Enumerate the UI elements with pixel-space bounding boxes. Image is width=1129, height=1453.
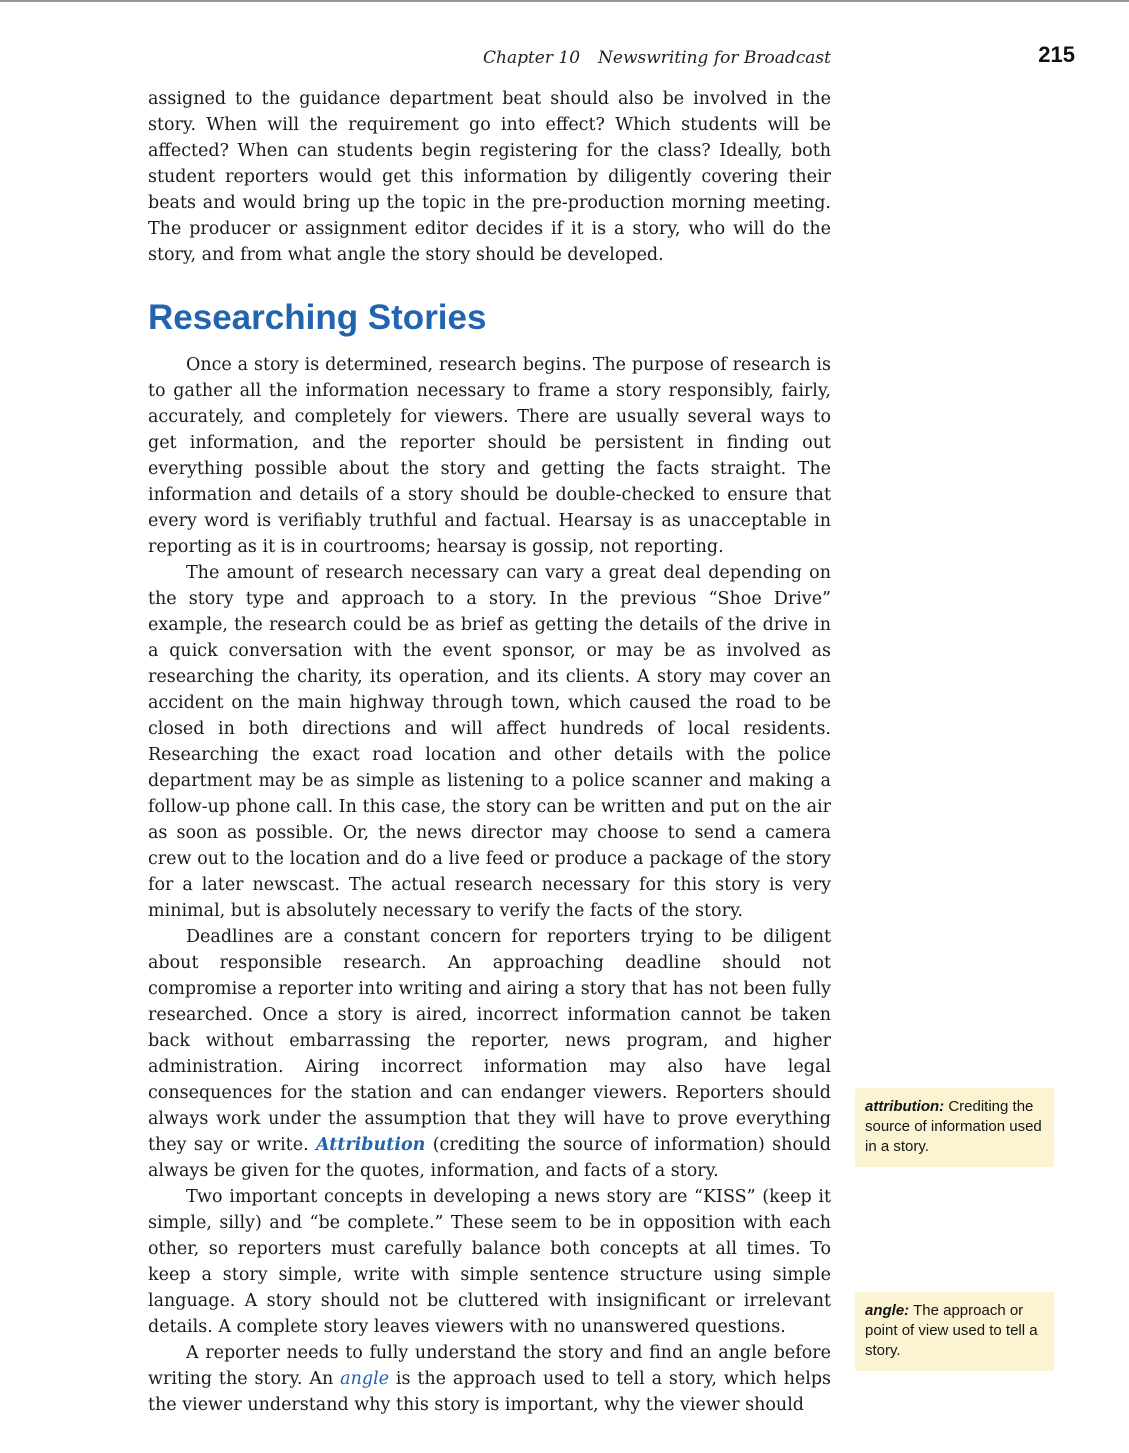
- term-attribution: Attribution: [315, 1135, 426, 1155]
- chapter-label: Chapter 10: [482, 48, 581, 68]
- paragraph-angle: [148, 1340, 831, 1418]
- paragraph-research-purpose: Once a story is determined, research begins. The purpose of research is to gather all the information necessary to frame a story responsibly, fairly, accurately, and completely for viewers. There are usually several ways to get information, and the reporter should be persistent in finding out everything possible about the story and getting the facts straight. The information and details of a story should be double-checked to ensure that every word is verifiably truthful and factual. Hearsay is as unacceptable in reporting as it is in courtrooms; hearsay is gossip, not reporting.: [148, 355, 831, 557]
- margin-note-term: attribution:: [865, 1098, 945, 1115]
- section-heading: Researching Stories: [148, 298, 487, 337]
- paragraph-kiss: Two important concepts in developing a news story are “KISS” (keep it simple, silly) and “be complete.” These seem to be in opposition with each other, so reporters must carefully balance both concepts at all times. To keep a story simple, write with simple sentence structure using simple language. A story should not be cluttered with insignificant or irrelevant details. A complete story leaves viewers with no unanswered questions.: [148, 1187, 831, 1337]
- paragraph-text: A reporter needs to fully understand the story and find an angle before writing the story. An: [148, 1343, 831, 1389]
- margin-note-attribution: [855, 1088, 1054, 1167]
- margin-note-definition: The approach or point of view used to tell a story.: [865, 1302, 1038, 1359]
- paragraph-text: is the approach used to tell a story, which helps the viewer understand why this story is important, why the viewer should: [148, 1369, 832, 1415]
- margin-note-angle: [855, 1292, 1054, 1371]
- paragraph-deadlines: [148, 924, 831, 1184]
- paragraph-research-amount: The amount of research necessary can vary a great deal depending on the story type and approach to a story. In the previous “Shoe Drive” example, the research could be as brief as getting the details of the drive in a quick conversation with the event sponsor, or may be as involved as researching the charity, its operation, and its clients. A story may cover an accident on the main highway through town, which caused the road to be closed in both directions and will affect hundreds of local residents. Researching the exact road location and other details with the police department may be as simple as listening to a police scanner and making a follow-up phone call. In this case, the story can be written and put on the air as soon as possible. Or, the news director may choose to send a camera crew out to the location and do a live feed or produce a package of the story for a later newscast. The actual research necessary for this story is very minimal, but is absolutely necessary to verify the facts of the story.: [148, 563, 831, 921]
- term-angle: angle: [340, 1369, 390, 1389]
- running-head: [148, 48, 831, 68]
- paragraph-text: (crediting the source of information) should always be given for the quotes, information, and facts of a story.: [148, 1135, 831, 1181]
- chapter-title: Newswriting for Broadcast: [598, 48, 831, 68]
- margin-note-definition: Crediting the source of information used in a story.: [865, 1098, 1042, 1155]
- margin-note-term: angle:: [865, 1302, 910, 1319]
- page-number: 215: [1038, 42, 1075, 67]
- paragraph-continuation: assigned to the guidance department beat should also be involved in the story. When will the requirement go into effect? Which students will be affected? When can students begin registering for the class? Ideally, both student reporters would get this information by diligently covering their beats and would bring up the topic in the pre-production morning meeting. The producer or assignment editor decides if it is a story, who will do the story, and from what angle the story should be developed.: [148, 89, 831, 265]
- main-text-column: [148, 86, 831, 1418]
- paragraph-text: Deadlines are a constant concern for reporters trying to be diligent about responsible research. An approaching deadline should not compromise a reporter into writing and airing a story that has not been fully researched. Once a story is aired, incorrect information cannot be taken back without embarrassing the reporter, news program, and higher administration. Airing incorrect information may also have legal consequences for the station and can endanger viewers. Reporters should always work under the assumption that they will have to prove everything they say or write.: [148, 927, 831, 1155]
